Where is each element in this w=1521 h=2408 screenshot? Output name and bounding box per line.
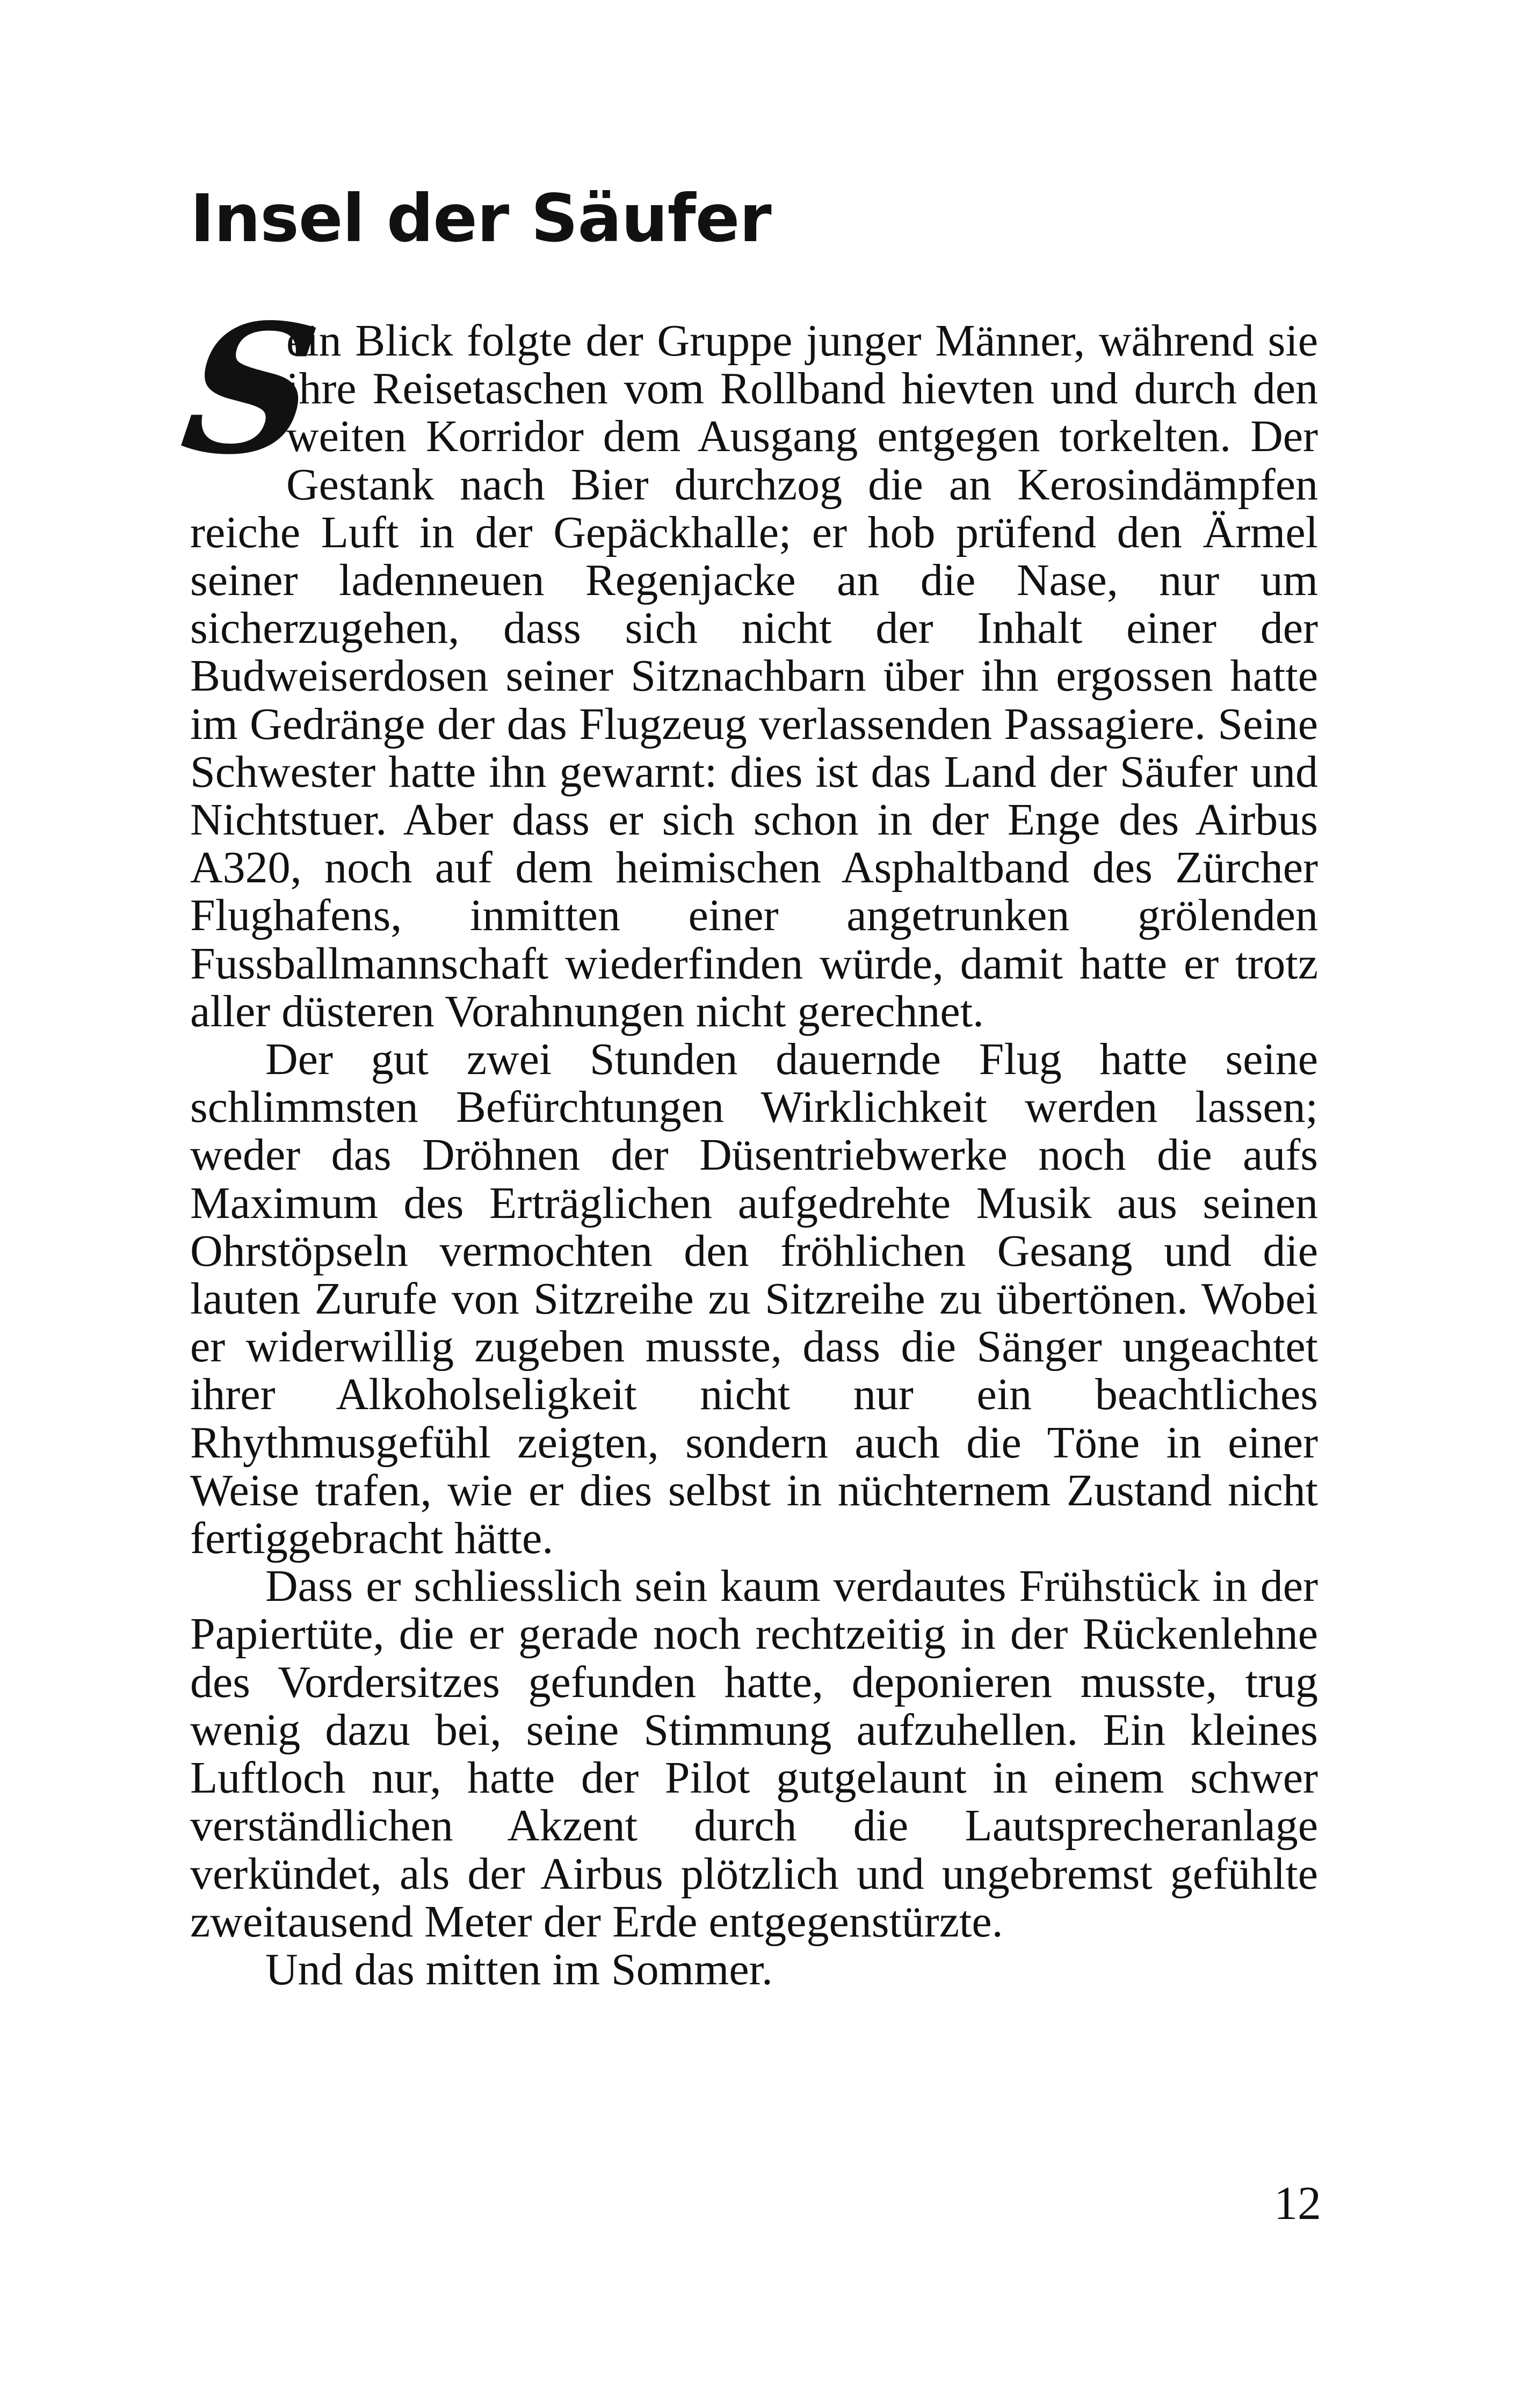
page-number: 12 [1274, 2178, 1321, 2230]
paragraph-3: Dass er schliesslich sein kaum verdautes Frühstück in der Papiertüte, die er gerade noch rechtzeitig in der Rückenlehne des Vordersitzes gefunden hatte, deponieren musste, trug wenig dazu bei, seine Stimmung aufzuhellen. Ein kleines Luftloch nur, hatte der Pilot gutgelaunt in einem schwer verständlichen Akzent durch die Lautsprecheranlage verkündet, als der Airbus plötzlich und ungebremst gefühlte zweitausend Meter der Erde entgegenstürzte. [190, 1561, 1318, 1947]
chapter-title: Insel der Säufer [190, 180, 771, 257]
paragraph-2: Der gut zwei Stunden dauernde Flug hatte seine schlimmsten Befürchtungen Wirklichkeit werden lassen; weder das Dröhnen der Düsentriebwerke noch die aufs Maximum des Erträglichen aufgedrehte Musik aus seinen Ohrstöpseln vermochten den fröhlichen Gesang und die lauten Zurufe von Sitzreihe zu Sitzreihe zu übertönen. Wobei er widerwillig zugeben musste, dass die Sänger ungeachtet ihrer Alkoholseligkeit nicht nur ein beachtliches Rhythmusgefühl zeigten, sondern auch die Töne in einer Weise trafen, wie er dies selbst in nüchternem Zustand nicht fertiggebracht hätte. [190, 1034, 1318, 1564]
chapter-body [172, 285, 1318, 1994]
paragraph-1 [172, 285, 1318, 1036]
paragraph-1-text: ein Blick folgte der Gruppe junger Männer, während sie ihre Reisetaschen vom Rollband hievten und durch den weiten Korridor dem Ausgang entgegen torkelten. Der Gestank nach Bier durchzog die an Kerosindämpfen reiche Luft in der Gepäckhalle; er hob prüfend den Ärmel seiner ladenneuen Regenjacke an die Nase, nur um sicherzugehen, dass sich nicht der Inhalt einer der Budweiserdosen seiner Sitznachbarn über ihn ergossen hatte im Gedränge der das Flugzeug verlassenden Passagiere. Seine Schwester hatte ihn gewarnt: dies ist das Land der Säufer und Nichtstuer. Aber dass er sich schon in der Enge des Airbus A320, noch auf dem heimischen Asphaltband des Zürcher Flughafens, inmitten einer angetrunken grölenden Fussballmannschaft wiederfinden würde, damit hatte er trotz aller düsteren Vorahnungen nicht gerechnet. [190, 316, 1318, 1036]
dropcap-letter: S [172, 285, 329, 494]
paragraph-4: Und das mitten im Sommer. [265, 1944, 773, 1994]
